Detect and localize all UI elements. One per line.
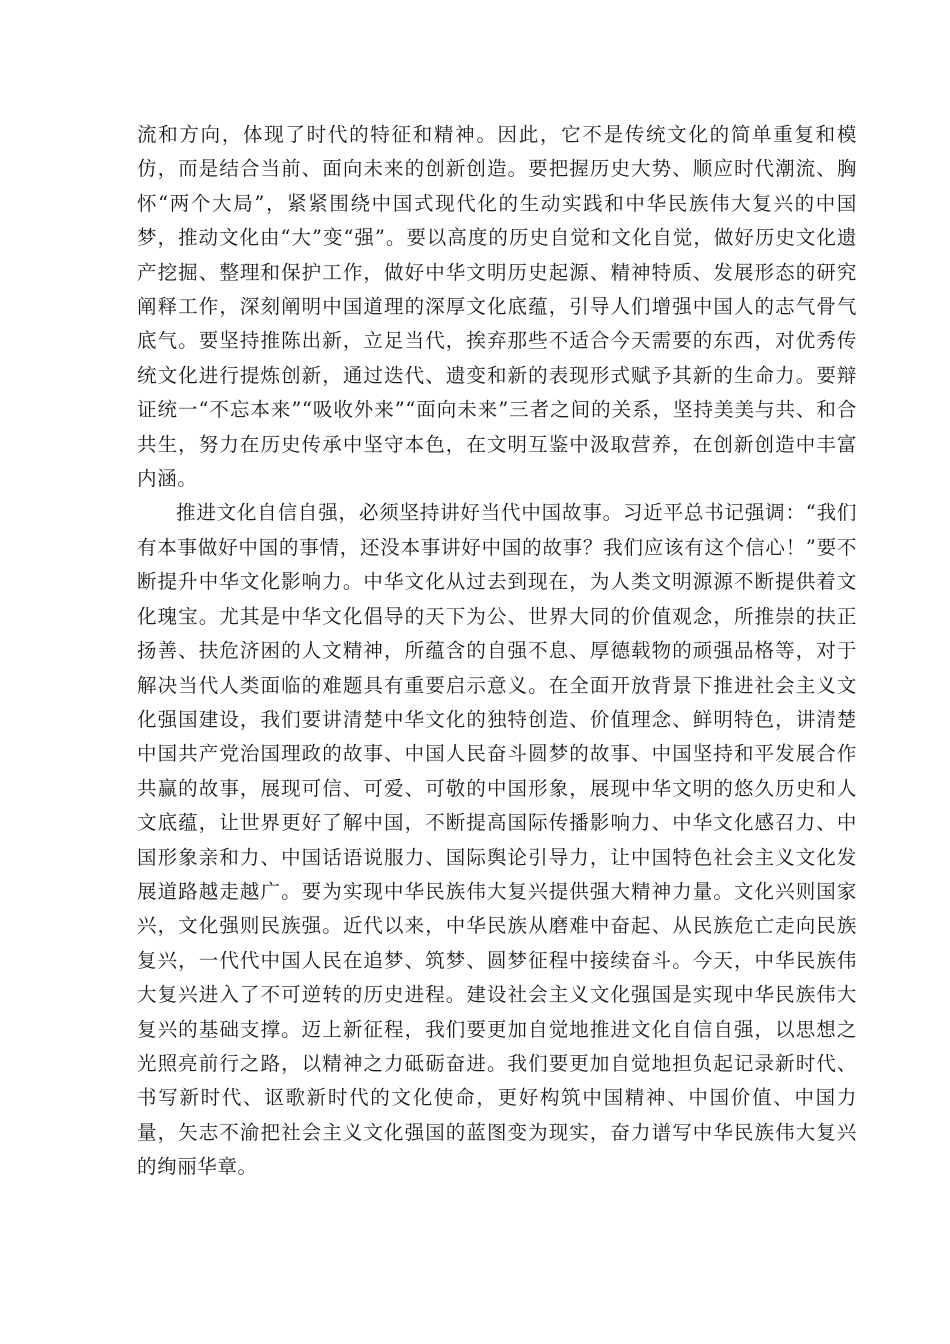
document-body (137, 118, 857, 1185)
paragraph-storytelling: 推进文化自信自强，必须坚持讲好当代中国故事。习近平总书记强调：“我们有本事做好中国的事情，还没本事讲好中国的故事？我们应该有这个信心！”要不断提升中华文化影响力。中华文化从过去到现在，为人类文明源源不断提供着文化瑰宝。尤其是中华文化倡导的天下为公、世界大同的价值观念，所推崇的扶正扬善、扶危济困的人文精神，所蕴含的自强不息、厚德载物的顽强品格等，对于解决当代人类面临的难题具有重要启示意义。在全面开放背景下推进社会主义文化强国建设，我们要讲清楚中华文化的独特创造、价值理念、鲜明特色，讲清楚中国共产党治国理政的故事、中国人民奋斗圆梦的故事、中国坚持和平发展合作共赢的故事，展现可信、可爱、可敬的中国形象，展现中华文明的悠久历史和人文底蕴，让世界更好了解中国，不断提高国际传播影响力、中华文化感召力、中国形象亲和力、中国话语说服力、国际舆论引导力，让中国特色社会主义文化发展道路越走越广。要为实现中华民族伟大复兴提供强大精神力量。文化兴则国家兴，文化强则民族强。近代以来，中华民族从磨难中奋起、从民族危亡走向民族复兴，一代代中国人民在追梦、筑梦、圆梦征程中接续奋斗。今天，中华民族伟大复兴进入了不可逆转的历史进程。建设社会主义文化强国是实现中华民族伟大复兴的基础支撑。迈上新征程，我们要更加自觉地推进文化自信自强，以思想之光照亮前行之路，以精神之力砥砺奋进。我们要更加自觉地担负起记录新时代、书写新时代、讴歌新时代的文化使命，更好构筑中国精神、中国价值、中国力量，矢志不渝把社会主义文化强国的蓝图变为现实，奋力谱写中华民族伟大复兴的绚丽华章。 (137, 501, 857, 1179)
paragraph-continuation: 流和方向，体现了时代的特征和精神。因此，它不是传统文化的简单重复和模仿，而是结合当前、面向未来的创新创造。要把握历史大势、顺应时代潮流、胸怀“两个大局”，紧紧围绕中国式现代化的生动实践和中华民族伟大复兴的中国梦，推动文化由“大”变“强”。要以高度的历史自觉和文化自觉，做好历史文化遗产挖掘、整理和保护工作，做好中华文明历史起源、精神特质、发展形态的研究阐释工作，深刻阐明中国道理的深厚文化底蕴，引导人们增强中国人的志气骨气底气。要坚持推陈出新，立足当代，挨弃那些不适合今天需要的东西，对优秀传统文化进行提炼创新，通过迭代、遗变和新的表现形式赋予其新的生命力。要辩证统一“不忘本来”“吸收外来”“面向未来”三者之间的关系，坚持美美与共、和合共生，努力在历史传承中坚守本色，在文明互鉴中汲取营养，在创新创造中丰富内涵。 (137, 123, 857, 491)
